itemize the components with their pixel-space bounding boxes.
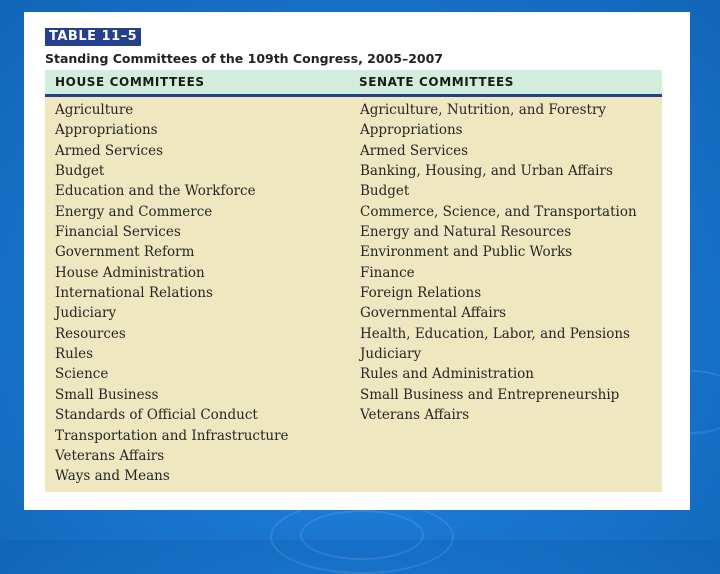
- house-committee-cell: Government Reform: [55, 244, 195, 261]
- house-committees-header: HOUSE COMMITTEES: [55, 75, 205, 89]
- house-committee-cell: Energy and Commerce: [55, 203, 213, 220]
- background-ripple: [300, 510, 424, 560]
- table-number-tag: TABLE 11–5: [45, 28, 141, 46]
- senate-committee-cell: Health, Education, Labor, and Pensions: [360, 325, 630, 342]
- senate-committee-cell: Armed Services: [360, 142, 469, 159]
- house-committee-cell: Standards of Official Conduct: [55, 407, 258, 424]
- committees-table: [45, 70, 662, 492]
- house-committee-cell: Agriculture: [55, 102, 134, 118]
- house-committee-cell: Financial Services: [55, 224, 181, 241]
- senate-committee-cell: Small Business and Entrepreneurship: [360, 386, 620, 403]
- senate-committee-cell: Environment and Public Works: [360, 244, 573, 261]
- senate-committee-cell: Energy and Natural Resources: [360, 224, 572, 241]
- table-caption: Standing Committees of the 109th Congress, 2005–2007: [45, 51, 443, 66]
- house-committee-cell: Judiciary: [55, 305, 117, 322]
- house-committee-cell: Veterans Affairs: [55, 447, 165, 464]
- house-committee-cell: Resources: [55, 325, 126, 342]
- table-header-row: [45, 70, 662, 97]
- senate-committee-cell: Governmental Affairs: [360, 305, 507, 322]
- senate-committee-cell: Agriculture, Nutrition, and Forestry: [360, 102, 607, 118]
- house-committee-cell: Small Business: [55, 386, 159, 403]
- senate-committee-cell: Judiciary: [360, 346, 422, 363]
- slide-panel: [24, 12, 690, 510]
- house-committee-cell: Education and the Workforce: [55, 183, 256, 200]
- senate-committee-cell: Foreign Relations: [360, 285, 482, 302]
- house-committee-cell: Rules: [55, 346, 94, 363]
- house-committee-cell: Ways and Means: [55, 468, 170, 485]
- house-committees-column: [55, 100, 289, 487]
- senate-committee-cell: Finance: [360, 264, 415, 281]
- senate-committee-cell: Rules and Administration: [360, 366, 535, 383]
- senate-committee-cell: Commerce, Science, and Transportation: [360, 203, 637, 220]
- house-committee-cell: Science: [55, 366, 109, 383]
- senate-committee-cell: Banking, Housing, and Urban Affairs: [360, 163, 613, 180]
- house-committee-cell: International Relations: [55, 285, 213, 302]
- senate-committees-header: SENATE COMMITTEES: [359, 75, 515, 89]
- senate-committees-column: [360, 100, 637, 426]
- house-committee-cell: Armed Services: [55, 142, 164, 159]
- house-committee-cell: Transportation and Infrastructure: [55, 427, 289, 444]
- house-committee-cell: House Administration: [55, 264, 205, 281]
- senate-committee-cell: Veterans Affairs: [360, 407, 470, 424]
- senate-committee-cell: Budget: [360, 183, 410, 200]
- house-committee-cell: Appropriations: [55, 122, 158, 139]
- house-committee-cell: Budget: [55, 163, 105, 180]
- senate-committee-cell: Appropriations: [360, 122, 463, 139]
